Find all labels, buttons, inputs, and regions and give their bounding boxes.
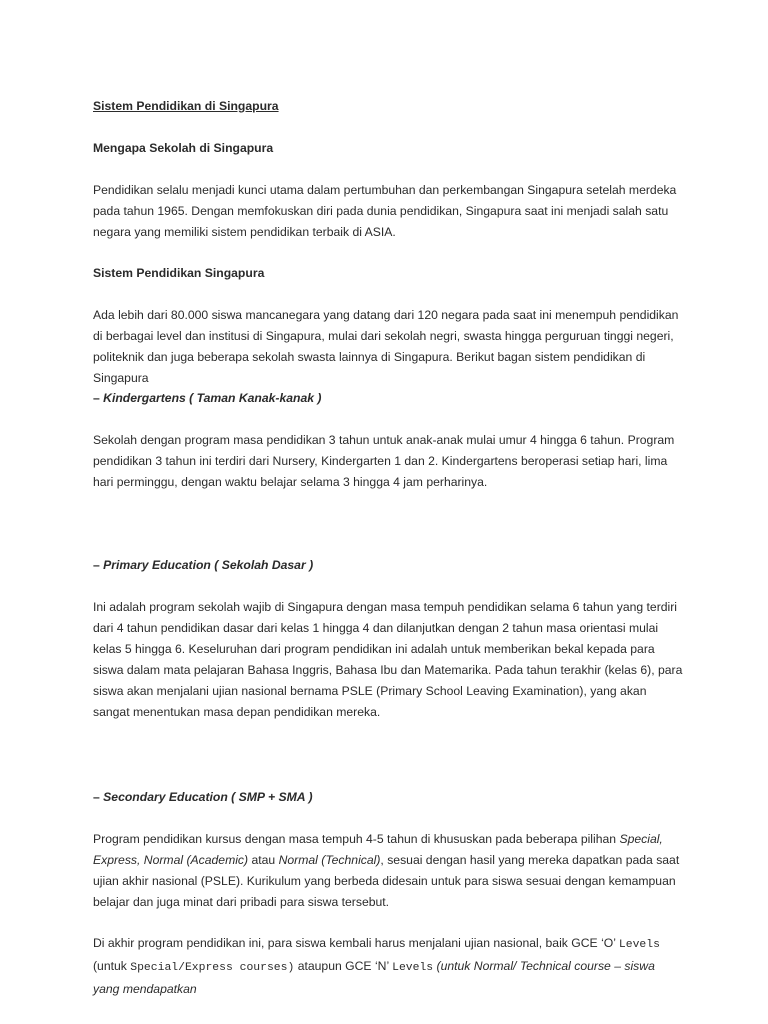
paragraph-international-students: Ada lebih dari 80.000 siswa mancanegara yang datang dari 120 negara pada saat ini menempuh pendidikan di berbagai level dan institusi di Singapura, mulai dari sekolah negri, swasta hingga perguruan tinggi negeri, politeknik dan juga beberapa sekolah swasta lainnya di Singapura. Berikut bagan sistem pendidikan di Singapura xyxy=(93,308,679,385)
dash: – xyxy=(93,790,104,804)
section-heading-secondary xyxy=(93,787,683,808)
paragraph-kindergartens: Sekolah dengan program masa pendidikan 3 tahun untuk anak-anak mulai umur 4 hingga 6 tahun. Program pendidikan 3 tahun ini terdiri dari Nursery, Kindergarten 1 dan 2. Kindergartens beroperasi setiap hari, lima hari perminggu, dengan waktu belajar selama 3 hingga 4 jam perharinya. xyxy=(93,433,675,489)
exam-text-1: Di akhir program pendidikan ini, para siswa kembali harus menjalani ujian nasional, baik GCE ‘O’ xyxy=(93,936,619,950)
paragraph-secondary-exams xyxy=(93,933,683,1000)
section-heading-primary xyxy=(93,555,683,576)
exam-text-2: (untuk xyxy=(93,959,131,973)
section-heading-kindergartens xyxy=(93,388,683,409)
dash: – xyxy=(93,391,104,405)
paragraph-primary: Ini adalah program sekolah wajib di Singapura dengan masa tempuh pendidikan selama 6 tahun yang terdiri dari 4 tahun pendidikan dasar dari kelas 1 hingga 4 dan dilanjutkan dengan 2 tahun masa orientasi mulai kelas 5 hingga 6. Keseluruhan dari program pendidikan ini adalah untuk memberikan bekal kepada para siswa dalam mata pelajaran Bahasa Inggris, Bahasa Ibu dan Matemarika. Pada tahun terakhir (kelas 6), para siswa akan menjalani ujian nasional bernama PSLE (Primary School Leaving Examination), yang akan sangat menentukan masa depan pendidikan mereka. xyxy=(93,600,683,719)
exam-levels-2: Levels xyxy=(392,962,434,974)
exam-text-3: ataupun GCE ‘N’ xyxy=(294,959,393,973)
secondary-text-3: , sesuai dengan hasil yang mereka dapatkan pada saat ujian akhir nasional (PSLE). Kurikulum yang berbeda didesain untuk para siswa sesuai dengan kemampuan belajar dan juga minat dari pribadi para siswa tersebut. xyxy=(93,853,680,909)
secondary-streams-1: Special, Express, Normal (Academic) xyxy=(93,832,663,867)
paragraph-intro: Pendidikan selalu menjadi kunci utama dalam pertumbuhan dan perkembangan Singapura setelah merdeka pada tahun 1965. Dengan memfokuskan diri pada dunia pendidikan, Singapura saat ini menjadi salah satu negara yang memiliki sistem pendidikan terbaik di ASIA. xyxy=(93,183,677,239)
secondary-streams-2: Normal (Technical) xyxy=(278,853,381,867)
secondary-title: Secondary Education ( SMP + SMA ) xyxy=(103,790,313,804)
document-title: Sistem Pendidikan di Singapura xyxy=(93,99,279,113)
exam-levels-1: Levels xyxy=(618,939,660,951)
heading-education-system: Sistem Pendidikan Singapura xyxy=(93,266,265,280)
secondary-text-1: Program pendidikan kursus dengan masa tempuh 4-5 tahun di khususkan pada beberapa pilihan xyxy=(93,832,620,846)
paragraph-secondary xyxy=(93,829,683,913)
exam-italic-note: (untuk Normal/ Technical course – siswa yang mendapatkan xyxy=(93,959,655,996)
kindergartens-title: Kindergartens ( Taman Kanak-kanak ) xyxy=(103,391,322,405)
exam-courses: Special/Express courses) xyxy=(130,962,295,974)
secondary-text-2: atau xyxy=(248,853,279,867)
primary-title: Primary Education ( Sekolah Dasar ) xyxy=(103,558,314,572)
heading-why-singapore: Mengapa Sekolah di Singapura xyxy=(93,141,274,155)
dash: – xyxy=(93,558,104,572)
